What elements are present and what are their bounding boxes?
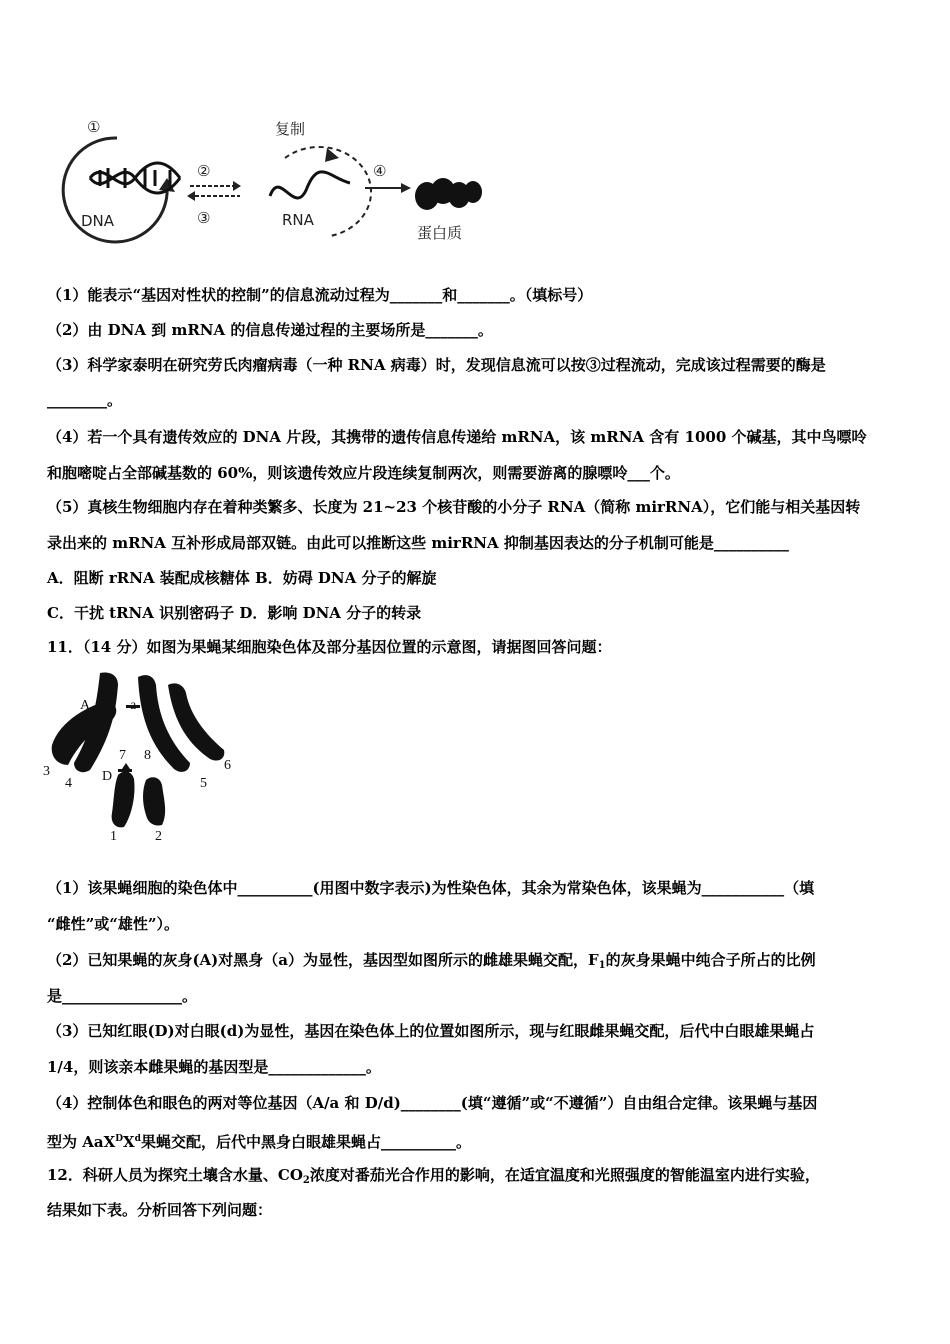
replication-arrow-dna bbox=[63, 138, 167, 242]
chromosome-1-label: 1 bbox=[110, 829, 117, 844]
q11-part3-line1: （3）已知红眼(D)对白眼(d)为显性，基因在染色体上的位置如图所示，现与红眼雌果蝇交配，后代中白眼雄果蝇占 bbox=[47, 1022, 815, 1040]
q11-header: 11．（14 分）如图为果蝇某细胞染色体及部分基因位置的示意图，请据图回答问题： bbox=[47, 638, 612, 656]
chromosome-2-label: 2 bbox=[155, 829, 162, 844]
chromosome-3-label: 3 bbox=[43, 764, 50, 779]
q11-part2-line2: 是________________。 bbox=[47, 987, 198, 1005]
q12-line1: 12．科研人员为探究土壤含水量、$CO_2$浓度对番茄光合作用的影响，在适宜温度和光照强度的智能温室内进行实验， bbox=[47, 1166, 820, 1186]
q11-part4-line2: 型为 $AaX^DX^d$果蝇交配，后代中黑身白眼雄果蝇占__________。 bbox=[47, 1133, 471, 1151]
replicate-label: 复制 bbox=[275, 120, 306, 138]
label-4: ④ bbox=[373, 162, 387, 180]
q10-part5-line2: 录出来的 mRNA 互补形成局部双链。由此可以推断这些 mirRNA 抑制基因表达的分子机制可能是__________ bbox=[47, 534, 789, 552]
chromosome-5-label: 5 bbox=[200, 776, 207, 791]
q10-part4-line1: （4）若一个具有遗传效应的 DNA 片段，其携带的遗传信息传递给 mRNA，该 mRNA 含有 1000 个碱基，其中鸟嘌呤 bbox=[47, 428, 867, 446]
q10-options-cd: C．干扰 tRNA 识别密码子 D．影响 DNA 分子的转录 bbox=[47, 604, 422, 622]
chromosome-1 bbox=[112, 772, 135, 828]
q11-part3-line2: 1/4，则该亲本雌果蝇的基因型是_____________。 bbox=[47, 1058, 381, 1076]
label-3: ③ bbox=[197, 209, 211, 227]
q11-part4-line1: （4）控制体色和眼色的两对等位基因（A/a 和 D/d)________(填“遵循”或“不遵循”）自由组合定律。该果蝇与基因 bbox=[47, 1094, 818, 1112]
rna-label: RNA bbox=[282, 211, 314, 229]
chromosome-4-label: 4 bbox=[65, 776, 72, 791]
chromosome-8-label: 8 bbox=[144, 748, 151, 763]
label-1: ① bbox=[87, 118, 101, 136]
protein-icon bbox=[415, 178, 482, 210]
rna-strand-icon bbox=[270, 172, 350, 198]
q11-part1-line1: （1）该果蝇细胞的染色体中__________(用图中数字表示)为性染色体，其余为常染色体，该果蝇为___________（填 bbox=[47, 879, 815, 897]
fruit-fly-chromosome-figure bbox=[40, 665, 240, 845]
q10-part1: （1）能表示“基因对性状的控制”的信息流动过程为_______和_______。（填标号） bbox=[47, 286, 593, 304]
dna-label: DNA bbox=[81, 212, 115, 230]
gene-A-label: A bbox=[80, 698, 91, 713]
q11-part2-line1: （2）已知果蝇的灰身(A)对黑身（a）为显性，基因型如图所示的雌雄果蝇交配，$F_1$的灰身果蝇中纯合子所占的比例 bbox=[47, 951, 816, 971]
chromosome-2 bbox=[143, 777, 165, 825]
q10-part3-line1: （3）科学家泰明在研究劳氏肉瘤病毒（一种 RNA 病毒）时，发现信息流可以按③过程流动，完成该过程需要的酶是 bbox=[47, 356, 826, 374]
q10-part5-line1: （5）真核生物细胞内存在着种类繁多、长度为 21~23 个核苷酸的小分子 RNA（简称 mirRNA），它们能与相关基因转 bbox=[47, 498, 861, 516]
gene-D-label: D bbox=[102, 769, 113, 784]
q11-part1-line2: “雌性”或“雄性”）。 bbox=[47, 915, 180, 933]
central-dogma-figure bbox=[45, 108, 495, 253]
q10-part4-line2: 和胞嘧啶占全部碱基数的 60%，则该遗传效应片段连续复制两次，则需要游离的腺嘌呤___个。 bbox=[47, 464, 680, 482]
q10-options-ab: A．阻断 rRNA 装配成核糖体 B．妨碍 DNA 分子的解旋 bbox=[47, 569, 437, 587]
gene-a-label: a bbox=[130, 698, 137, 713]
chromosome-6-label: 6 bbox=[224, 758, 231, 773]
q12-line2: 结果如下表。分析回答下列问题： bbox=[47, 1201, 273, 1219]
protein-label: 蛋白质 bbox=[417, 224, 463, 242]
q10-part2: （2）由 DNA 到 mRNA 的信息传递过程的主要场所是_______。 bbox=[47, 321, 493, 339]
label-2: ② bbox=[197, 162, 211, 180]
chromosome-7-label: 7 bbox=[119, 748, 126, 763]
q10-part3-line2: ________。 bbox=[47, 391, 123, 409]
